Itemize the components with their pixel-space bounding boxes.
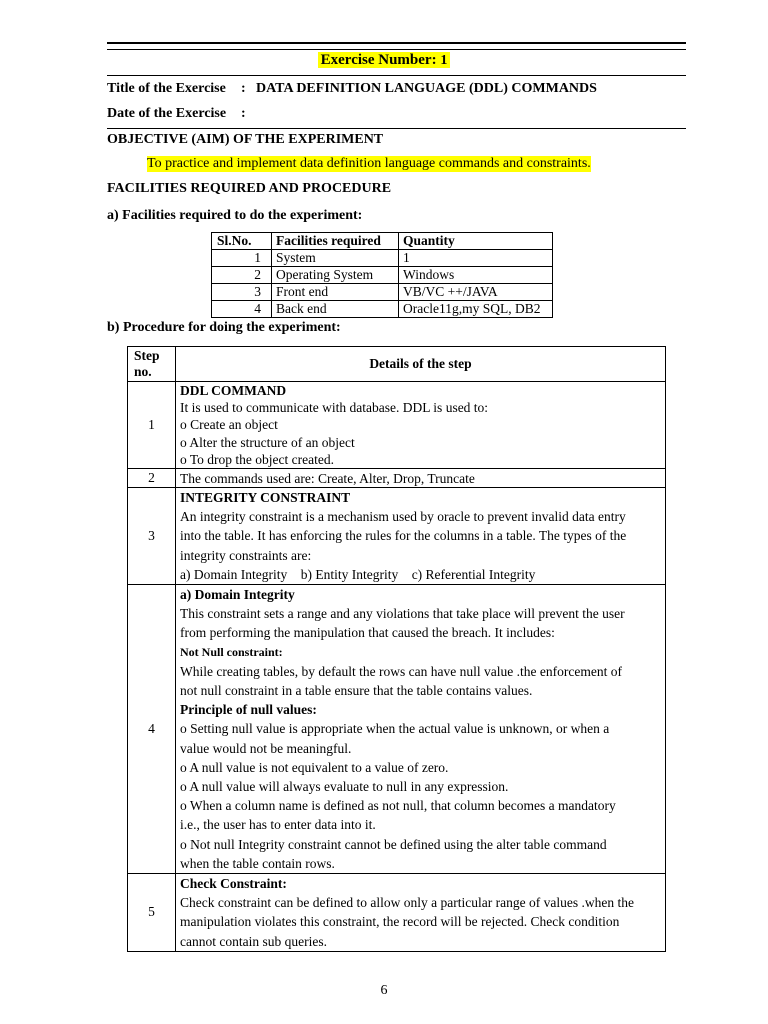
date-colon: :	[241, 106, 246, 121]
step-line: not null constraint in a table ensure that the table contains values.	[180, 683, 533, 699]
table-row	[212, 250, 553, 267]
step-details	[176, 585, 666, 874]
table-cell: Back end	[272, 301, 399, 318]
title-value: DATA DEFINITION LANGUAGE (DDL) COMMANDS	[256, 81, 597, 96]
exercise-number-heading	[0, 52, 768, 69]
title-label: Title of the Exercise	[107, 81, 226, 96]
table-cell: 3	[212, 284, 272, 301]
page-number: 6	[380, 983, 388, 998]
step-line: from performing the manipulation that caused the breach. It includes:	[180, 625, 555, 641]
step-details	[176, 382, 666, 469]
step-number: 2	[128, 469, 176, 488]
step-line: This constraint sets a range and any violations that take place will prevent the user	[180, 606, 625, 622]
step-line: o A null value is not equivalent to a value of zero.	[180, 759, 449, 775]
step-line: While creating tables, by default the rows can have null value .the enforcement of	[180, 663, 622, 679]
step-line: cannot contain sub queries.	[180, 933, 327, 949]
table-cell: Front end	[272, 284, 399, 301]
step-heading: INTEGRITY CONSTRAINT	[180, 490, 351, 506]
step-number: 1	[128, 382, 176, 469]
step-heading: DDL COMMAND	[180, 383, 287, 398]
procedure-col-details: Details of the step	[176, 347, 666, 382]
facilities-col-quantity: Quantity	[399, 233, 553, 250]
step-number: 5	[128, 874, 176, 952]
facilities-table-header-row	[212, 233, 553, 250]
table-row	[128, 585, 666, 874]
table-cell: 2	[212, 267, 272, 284]
step-number: 3	[128, 488, 176, 585]
table-cell: 1	[399, 250, 553, 267]
table-cell: Oracle11g,my SQL, DB2	[399, 301, 553, 318]
rule-after-exercise-number	[107, 75, 686, 76]
step-line: o Create an object	[180, 417, 278, 433]
table-cell: System	[272, 250, 399, 267]
facilities-col-facility: Facilities required	[272, 233, 399, 250]
procedure-col-step: Step no.	[128, 347, 176, 382]
step-line: o Alter the structure of an object	[180, 434, 355, 450]
table-cell: 1	[212, 250, 272, 267]
step-line: The commands used are: Create, Alter, Drop, Truncate	[180, 470, 475, 486]
table-cell: Windows	[399, 267, 553, 284]
table-row	[128, 488, 666, 585]
step-line: o Not null Integrity constraint cannot be defined using the alter table command	[180, 836, 607, 852]
rule-after-date	[107, 128, 686, 129]
facilities-subheading: a) Facilities required to do the experiment:	[107, 208, 363, 223]
facilities-col-slno: Sl.No.	[212, 233, 272, 250]
table-row	[212, 267, 553, 284]
step-heading: Check Constraint:	[180, 876, 287, 892]
exercise-number-value: 1	[440, 53, 448, 68]
date-label: Date of the Exercise	[107, 106, 227, 121]
not-null-heading: Not Null constraint:	[180, 644, 283, 659]
step-line: a) Domain Integrity b) Entity Integrity c) Referential Integrity	[180, 566, 536, 582]
table-cell: VB/VC ++/JAVA	[399, 284, 553, 301]
step-line: Check constraint can be defined to allow only a particular range of values .when the	[180, 895, 634, 911]
step-details	[176, 469, 666, 488]
procedure-table	[127, 346, 666, 952]
step-line: value would not be meaningful.	[180, 740, 352, 756]
step-line: when the table contain rows.	[180, 855, 335, 871]
step-line: o When a column name is defined as not null, that column becomes a mandatory	[180, 798, 616, 814]
table-row	[128, 382, 666, 469]
procedure-header-row	[128, 347, 666, 382]
step-line: An integrity constraint is a mechanism used by oracle to prevent invalid data entry	[180, 509, 626, 525]
objective-heading: OBJECTIVE (AIM) OF THE EXPERIMENT	[107, 132, 384, 147]
procedure-subheading: b) Procedure for doing the experiment:	[107, 320, 341, 335]
exercise-number-label: Exercise Number:	[320, 52, 437, 68]
title-colon: :	[241, 81, 246, 96]
principle-heading: Principle of null values:	[180, 702, 317, 718]
step-line: o A null value will always evaluate to null in any expression.	[180, 779, 509, 795]
table-row	[128, 874, 666, 952]
table-cell: 4	[212, 301, 272, 318]
top-double-rule	[107, 42, 686, 50]
objective-text: To practice and implement data definition language commands and constraints.	[147, 156, 591, 171]
exercise-number-highlight	[318, 52, 451, 68]
table-row	[128, 469, 666, 488]
step-line: into the table. It has enforcing the rules for the columns in a table. The types of the	[180, 528, 627, 544]
step-number: 4	[128, 585, 176, 874]
step-line: integrity constraints are:	[180, 547, 312, 563]
facilities-table	[211, 232, 553, 318]
step-line: It is used to communicate with database. DDL is used to:	[180, 400, 489, 416]
table-cell: Operating System	[272, 267, 399, 284]
facilities-heading: FACILITIES REQUIRED AND PROCEDURE	[107, 181, 392, 196]
step-line: o To drop the object created.	[180, 451, 334, 467]
step-details	[176, 488, 666, 585]
step-line: i.e., the user has to enter data into it.	[180, 817, 376, 833]
table-row	[212, 301, 553, 318]
step-heading: a) Domain Integrity	[180, 587, 295, 603]
step-line: o Setting null value is appropriate when the actual value is unknown, or when a	[180, 721, 610, 737]
step-details	[176, 874, 666, 952]
step-line: manipulation violates this constraint, the record will be rejected. Check condition	[180, 914, 620, 930]
table-row	[212, 284, 553, 301]
